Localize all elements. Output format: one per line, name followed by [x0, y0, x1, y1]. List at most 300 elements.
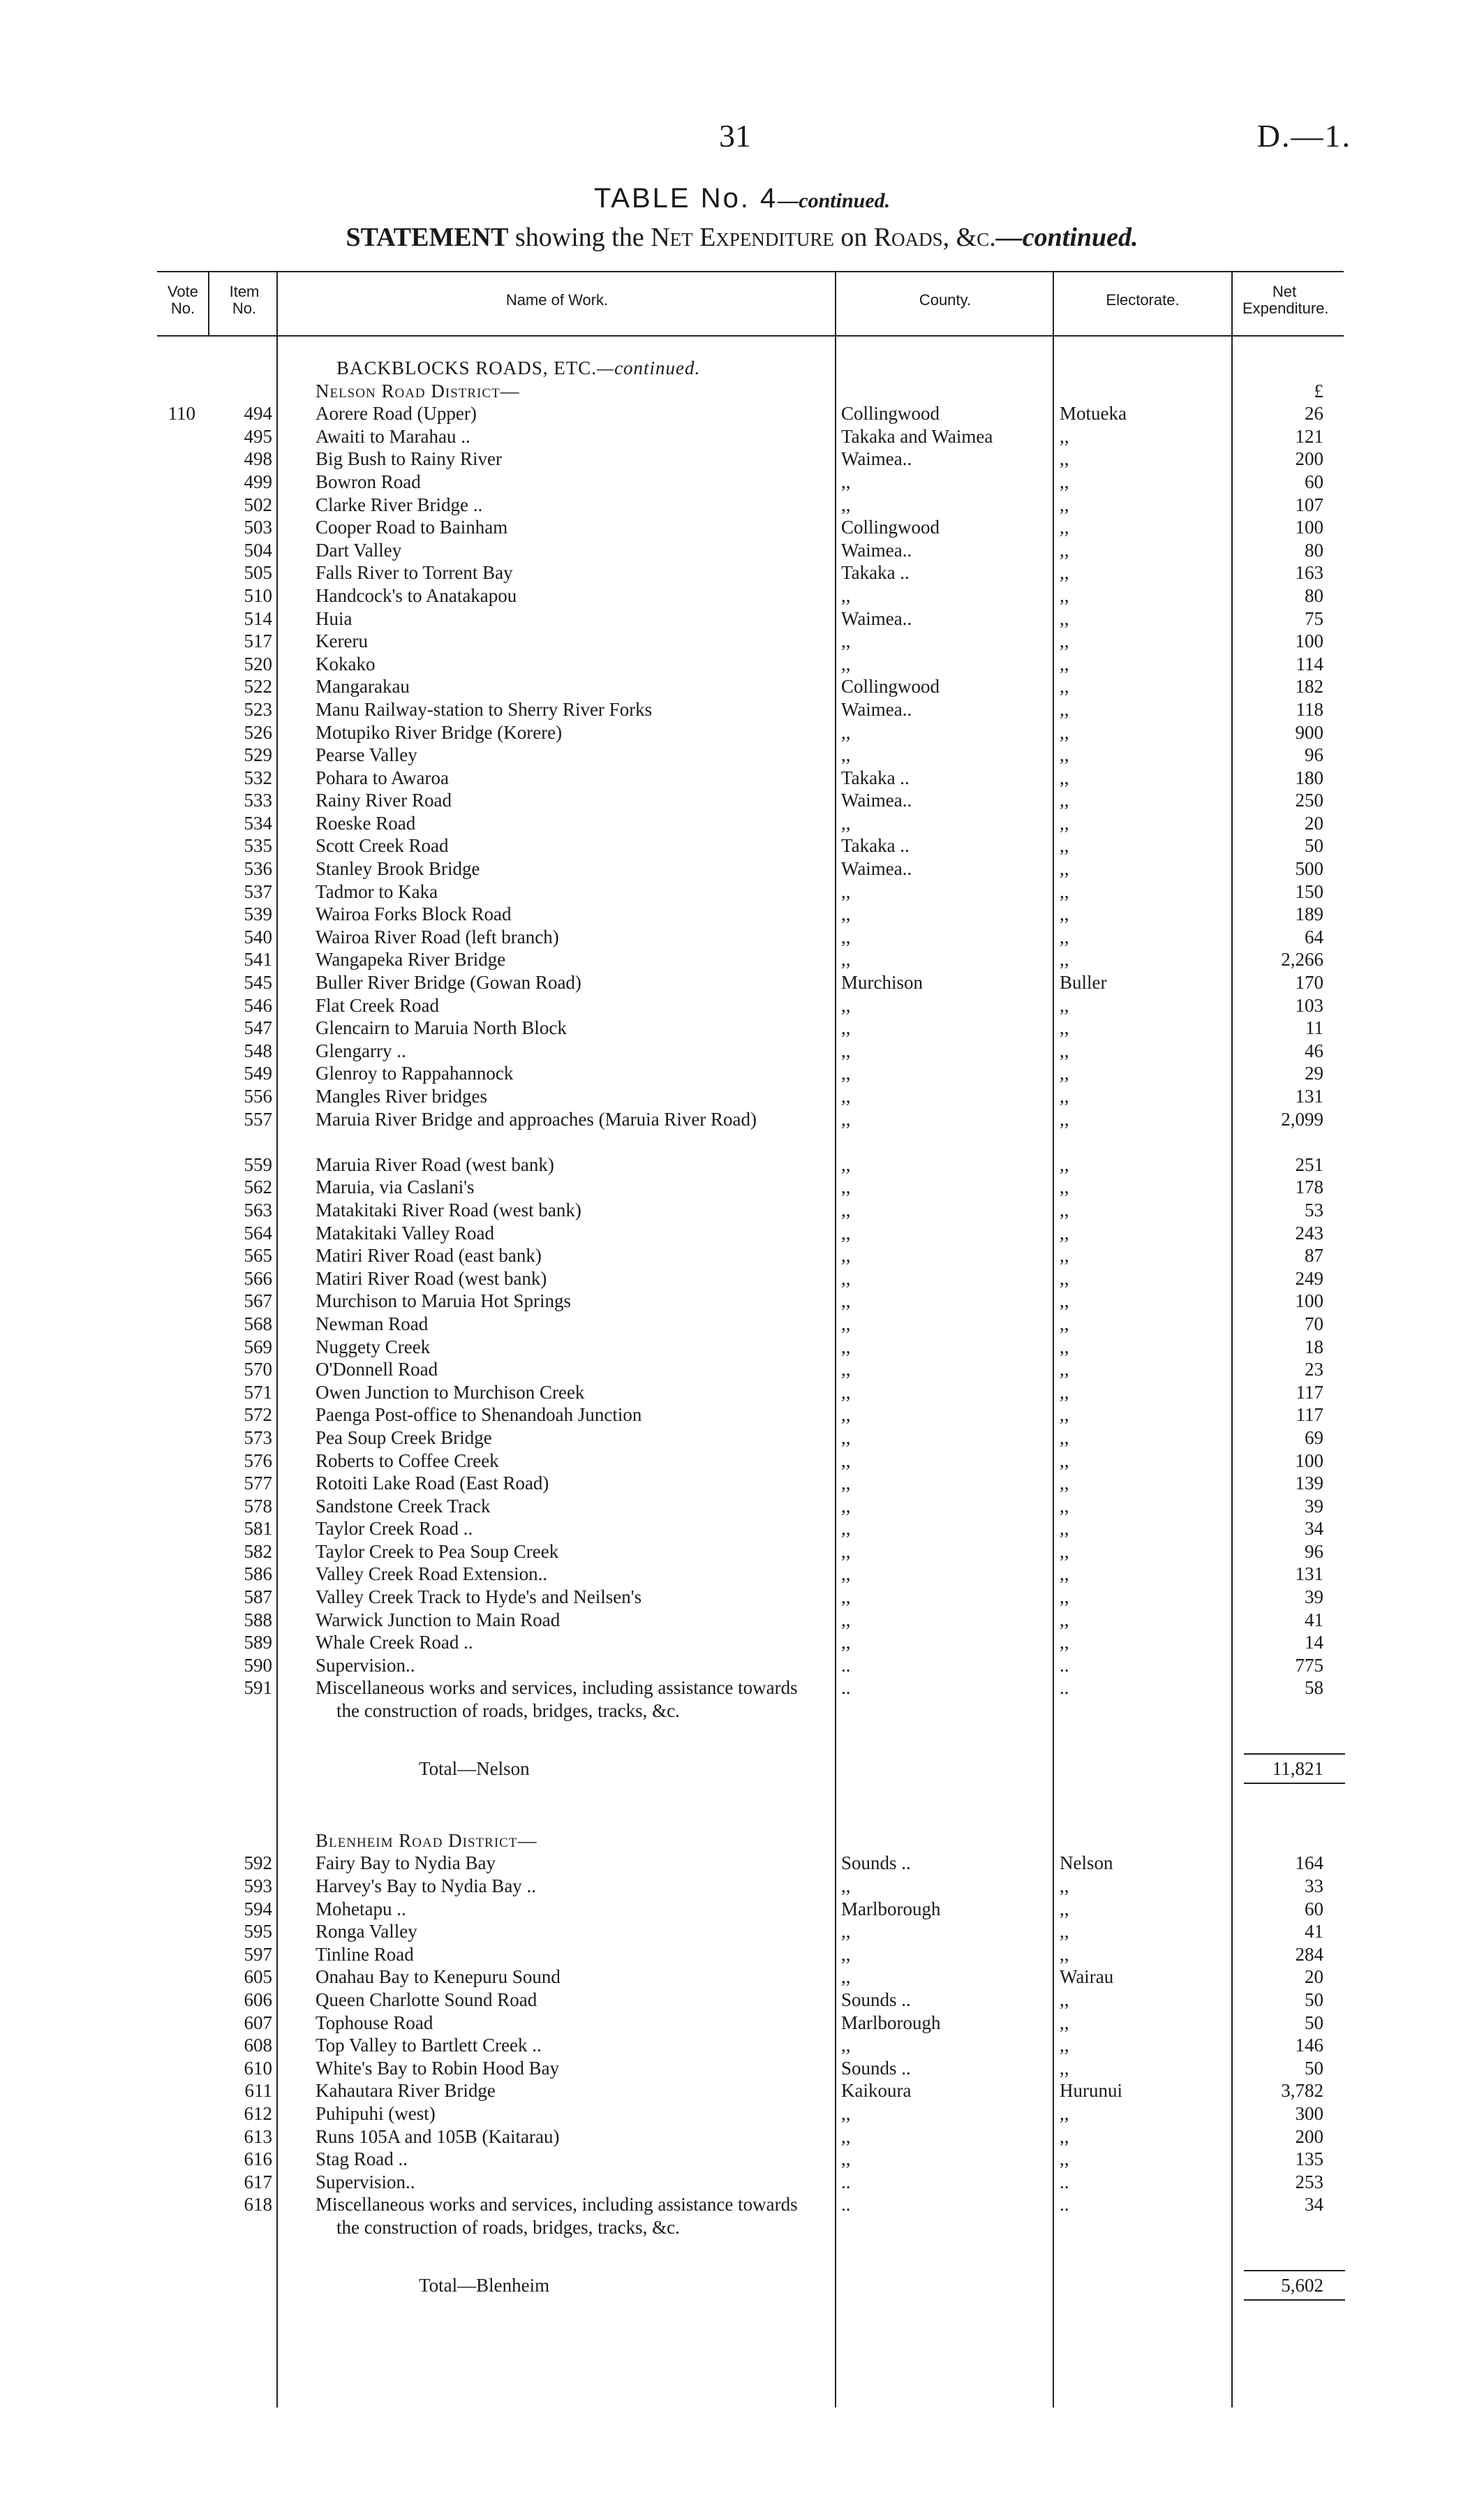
item-number: 545 [244, 972, 272, 994]
net-expenditure: 131 [1295, 1086, 1323, 1107]
net-expenditure: 20 [1305, 812, 1323, 834]
county-name: ,, [841, 1313, 851, 1334]
work-name: Huia [316, 607, 353, 629]
item-number: 605 [244, 1966, 272, 1988]
work-name: Rotoiti Lake Road (East Road) [316, 1473, 549, 1494]
work-name: Buller River Bridge (Gowan Road) [316, 972, 581, 994]
total-rule-bottom [1244, 2299, 1345, 2301]
county-name: Marlborough [841, 2012, 941, 2033]
item-number: 587 [244, 1586, 272, 1608]
net-expenditure: 20 [1305, 1966, 1323, 1988]
item-number: 586 [244, 1563, 272, 1585]
electorate-name: ,, [1060, 858, 1069, 880]
net-expenditure: 775 [1295, 1654, 1323, 1676]
net-expenditure: 23 [1305, 1359, 1323, 1380]
item-number: 606 [244, 1989, 272, 2010]
county-name: ,, [841, 1563, 851, 1585]
item-number: 517 [244, 630, 272, 652]
net-expenditure: 41 [1305, 1609, 1323, 1630]
table-row [0, 1153, 1484, 1177]
net-expenditure: 53 [1305, 1199, 1323, 1220]
electorate-name: ,, [1060, 1495, 1069, 1517]
electorate-name: ,, [1060, 494, 1069, 515]
item-number: 566 [244, 1267, 272, 1289]
electorate-name: ,, [1060, 2057, 1069, 2079]
item-number: 532 [244, 767, 272, 788]
total-value: 11,821 [1272, 1758, 1323, 1780]
item-number: 568 [244, 1313, 272, 1334]
item-number: 494 [244, 403, 272, 425]
county-name: ,, [841, 1518, 851, 1540]
county-name: ,, [841, 1153, 851, 1175]
electorate-name: ,, [1060, 1426, 1069, 1448]
county-name: ,, [841, 2125, 851, 2147]
work-name: Supervision.. [316, 1654, 415, 1676]
work-name: Valley Creek Road Extension.. [316, 1563, 548, 1585]
table-row [0, 1290, 1484, 1313]
col-header-vote: Vote No. [167, 283, 199, 317]
work-name: White's Bay to Robin Hood Bay [316, 2057, 560, 2079]
table-row [0, 1631, 1484, 1654]
electorate-name: Buller [1060, 972, 1107, 994]
net-expenditure: 2,099 [1281, 1108, 1323, 1130]
net-expenditure: 100 [1295, 1450, 1323, 1471]
electorate-name: ,, [1060, 1153, 1069, 1175]
county-name: Waimea.. [841, 448, 912, 470]
work-name: Top Valley to Bartlett Creek .. [316, 2035, 542, 2056]
county-name: ,, [841, 584, 851, 606]
table-row [0, 2102, 1484, 2125]
county-name: ,, [841, 1473, 851, 1494]
county-name: ,, [841, 2148, 851, 2170]
table-row [0, 1563, 1484, 1586]
electorate-name: ,, [1060, 1359, 1069, 1380]
table-row [0, 1426, 1484, 1450]
work-name: Warwick Junction to Main Road [316, 1609, 561, 1630]
electorate-name: ,, [1060, 2102, 1069, 2124]
county-name: ,, [841, 1199, 851, 1220]
table-row [0, 1586, 1484, 1609]
section-heading [0, 357, 1484, 380]
item-number: 536 [244, 858, 272, 880]
work-name: Aorere Road (Upper) [316, 403, 477, 425]
item-number: 597 [244, 1943, 272, 1965]
work-name: Clarke River Bridge .. [316, 494, 483, 515]
table-row [0, 926, 1484, 949]
net-expenditure: 26 [1305, 403, 1323, 425]
item-number: 608 [244, 2035, 272, 2056]
work-name: Wairoa River Road (left branch) [316, 926, 559, 947]
table-row [0, 857, 1484, 880]
county-name: ,, [841, 1609, 851, 1630]
county-name: Waimea.. [841, 858, 912, 880]
table-row [0, 448, 1484, 471]
table-row [0, 1898, 1484, 1921]
table-row [0, 880, 1484, 904]
item-number: 607 [244, 2012, 272, 2033]
work-name: Falls River to Torrent Bay [316, 562, 513, 584]
table-row [0, 1495, 1484, 1518]
total-row [0, 1757, 1484, 1780]
net-expenditure: 182 [1295, 676, 1323, 698]
net-expenditure: 146 [1295, 2035, 1323, 2056]
item-number: 557 [244, 1108, 272, 1130]
document-reference: D.—1. [1256, 118, 1351, 154]
work-name: Queen Charlotte Sound Road [316, 1989, 537, 2010]
work-name: Pea Soup Creek Bridge [316, 1426, 492, 1448]
col-header-expenditure: Net Expenditure. [1242, 283, 1329, 317]
county-name: Takaka .. [841, 562, 910, 584]
county-name: ,, [841, 1943, 851, 1965]
item-number: 591 [244, 1677, 272, 1699]
item-number: 613 [244, 2125, 272, 2147]
item-number: 578 [244, 1495, 272, 1517]
work-name: Tadmor to Kaka [316, 880, 438, 902]
work-name: Taylor Creek to Pea Soup Creek [316, 1540, 559, 1562]
work-name: O'Donnell Road [316, 1359, 438, 1380]
county-name: ,, [841, 1450, 851, 1471]
net-expenditure: 50 [1305, 1989, 1323, 2010]
electorate-name: Motueka [1060, 403, 1127, 425]
county-name: Waimea.. [841, 539, 912, 561]
net-expenditure: 135 [1295, 2148, 1323, 2170]
county-name: ,, [841, 1267, 851, 1289]
item-number: 556 [244, 1086, 272, 1107]
net-expenditure: 70 [1305, 1313, 1323, 1334]
county-name: Collingwood [841, 403, 940, 425]
table-row [0, 1989, 1484, 2012]
electorate-name: ,, [1060, 1989, 1069, 2010]
county-name: .. [841, 2171, 851, 2192]
work-name: Onahau Bay to Kenepuru Sound [316, 1966, 561, 1988]
work-name: Sandstone Creek Track [316, 1495, 491, 1517]
net-expenditure: 11 [1305, 1017, 1323, 1039]
electorate-name: ,, [1060, 448, 1069, 470]
item-number: 549 [244, 1063, 272, 1084]
county-name: ,, [841, 880, 851, 902]
col-header-item: Item No. [229, 283, 260, 317]
item-number: 610 [244, 2057, 272, 2079]
net-expenditure: 2,266 [1281, 949, 1323, 971]
work-name: Roberts to Coffee Creek [316, 1450, 499, 1471]
electorate-name: ,, [1060, 1245, 1069, 1267]
electorate-name: ,, [1060, 1586, 1069, 1608]
net-expenditure: 163 [1295, 562, 1323, 584]
item-number: 564 [244, 1222, 272, 1244]
net-expenditure: 46 [1305, 1040, 1323, 1061]
net-expenditure: 33 [1305, 1875, 1323, 1897]
county-name: ,, [841, 1540, 851, 1562]
work-name: Owen Junction to Murchison Creek [316, 1381, 585, 1403]
electorate-name: ,, [1060, 1473, 1069, 1494]
electorate-name: ,, [1060, 994, 1069, 1016]
electorate-name: ,, [1060, 584, 1069, 606]
county-name: ,, [841, 1426, 851, 1448]
electorate-name: ,, [1060, 835, 1069, 857]
electorate-name: ,, [1060, 1313, 1069, 1334]
county-name: ,, [841, 1017, 851, 1039]
table-row [0, 1654, 1484, 1677]
work-name: Tinline Road [316, 1943, 414, 1965]
net-expenditure: 284 [1295, 1943, 1323, 1965]
district-heading [0, 1829, 1484, 1852]
item-number: 539 [244, 904, 272, 925]
county-name: ,, [841, 994, 851, 1016]
county-name: Waimea.. [841, 698, 912, 720]
electorate-name: ,, [1060, 1017, 1069, 1039]
item-number: 611 [244, 2080, 272, 2102]
statement-word: STATEMENT [346, 223, 509, 252]
net-expenditure: 117 [1296, 1381, 1323, 1403]
county-name: ,, [841, 653, 851, 674]
net-expenditure: 150 [1295, 880, 1323, 902]
net-expenditure: 58 [1305, 1677, 1323, 1699]
work-name: Maruia, via Caslani's [316, 1177, 475, 1198]
county-name: Sounds .. [841, 1989, 911, 2010]
table-row [0, 630, 1484, 653]
table-row [0, 607, 1484, 630]
table-row [0, 2125, 1484, 2148]
county-name: ,, [841, 744, 851, 766]
item-number: 504 [244, 539, 272, 561]
net-expenditure: 170 [1295, 972, 1323, 994]
net-expenditure: 131 [1295, 1563, 1323, 1585]
county-name: Collingwood [841, 517, 940, 538]
item-number: 514 [244, 607, 272, 629]
table-row [0, 1920, 1484, 1943]
county-name: Waimea.. [841, 790, 912, 811]
net-expenditure: 41 [1305, 1921, 1323, 1942]
district-name: Nelson Road District— [316, 380, 520, 401]
item-number: 589 [244, 1632, 272, 1653]
col-header-work: Name of Work. [505, 291, 609, 309]
electorate-name: .. [1060, 1654, 1069, 1676]
work-name: Matakitaki Valley Road [316, 1222, 494, 1244]
item-number: 523 [244, 698, 272, 720]
county-name: ,, [841, 904, 851, 925]
work-name: Awaiti to Marahau .. [316, 425, 470, 447]
net-expenditure: 39 [1305, 1495, 1323, 1517]
item-number: 505 [244, 562, 272, 584]
item-number: 534 [244, 812, 272, 834]
net-expenditure: 117 [1296, 1404, 1323, 1426]
item-number: 573 [244, 1426, 272, 1448]
net-expenditure: 39 [1305, 1586, 1323, 1608]
table-row [0, 2148, 1484, 2171]
table-row [0, 2057, 1484, 2080]
county-name: ,, [841, 1086, 851, 1107]
net-expenditure: 900 [1295, 721, 1323, 743]
work-name: Cooper Road to Bainham [316, 517, 508, 538]
table-row [0, 903, 1484, 926]
table-row [0, 1062, 1484, 1085]
work-name: Bowron Road [316, 471, 421, 492]
electorate-name: ,, [1060, 630, 1069, 652]
electorate-name: ,, [1060, 904, 1069, 925]
county-name: ,, [841, 1921, 851, 1942]
net-expenditure: 200 [1295, 2125, 1323, 2147]
electorate-name: ,, [1060, 1336, 1069, 1357]
county-name: ,, [841, 1222, 851, 1244]
county-name: ,, [841, 1966, 851, 1988]
electorate-name: ,, [1060, 1404, 1069, 1426]
county-name: ,, [841, 1359, 851, 1380]
county-name: Marlborough [841, 1898, 941, 1919]
net-expenditure: 100 [1295, 517, 1323, 538]
electorate-name: ,, [1060, 698, 1069, 720]
electorate-name: ,, [1060, 926, 1069, 947]
rule-header-bottom [157, 335, 1344, 337]
county-name: ,, [841, 812, 851, 834]
county-name: ,, [841, 1875, 851, 1897]
row-spacer [0, 2262, 1484, 2274]
table-row [0, 1336, 1484, 1359]
item-number: 563 [244, 1199, 272, 1220]
item-number: 594 [244, 1898, 272, 1919]
table-row [0, 1517, 1484, 1540]
electorate-name: ,, [1060, 880, 1069, 902]
work-name: Pearse Valley [316, 744, 417, 766]
county-name: ,, [841, 1177, 851, 1198]
net-expenditure: 251 [1295, 1153, 1323, 1175]
net-expenditure: 118 [1296, 698, 1323, 720]
row-spacer [0, 1780, 1484, 1829]
item-number: 502 [244, 494, 272, 515]
electorate-name: ,, [1060, 1381, 1069, 1403]
county-name: ,, [841, 2035, 851, 2056]
table-row [0, 494, 1484, 517]
county-name: ,, [841, 949, 851, 971]
electorate-name: ,, [1060, 1108, 1069, 1130]
net-expenditure: 249 [1295, 1267, 1323, 1289]
table-row [0, 516, 1484, 539]
item-number: 576 [244, 1450, 272, 1471]
table-row [0, 767, 1484, 790]
electorate-name: ,, [1060, 653, 1069, 674]
electorate-name: ,, [1060, 1898, 1069, 1919]
electorate-name: ,, [1060, 1177, 1069, 1198]
item-number: 612 [244, 2102, 272, 2124]
statement-mid: showing the [508, 223, 651, 252]
item-number: 592 [244, 1852, 272, 1874]
county-name: Murchison [841, 972, 923, 994]
electorate-name: ,, [1060, 517, 1069, 538]
net-expenditure: 80 [1305, 584, 1323, 606]
table-row [0, 1244, 1484, 1267]
item-number: 540 [244, 926, 272, 947]
item-number: 559 [244, 1153, 272, 1175]
work-name: Maruia River Bridge and approaches (Maruia River Road) [316, 1108, 757, 1130]
work-name: Manu Railway-station to Sherry River Forks [316, 698, 653, 720]
county-name: ,, [841, 926, 851, 947]
item-number: 548 [244, 1040, 272, 1061]
electorate-name: .. [1060, 1677, 1069, 1699]
work-name: Tophouse Road [316, 2012, 433, 2033]
work-name: Mangles River bridges [316, 1086, 487, 1107]
work-name: Kokako [316, 653, 376, 674]
item-number: 533 [244, 790, 272, 811]
work-name: Glengarry .. [316, 1040, 406, 1061]
county-name: ,, [841, 1108, 851, 1130]
county-name: ,, [841, 2102, 851, 2124]
county-name: ,, [841, 1632, 851, 1653]
work-name: Scott Creek Road [316, 835, 449, 857]
table-row [0, 1472, 1484, 1495]
electorate-name: ,, [1060, 2125, 1069, 2147]
electorate-name: ,, [1060, 1267, 1069, 1289]
item-number: 562 [244, 1177, 272, 1198]
electorate-name: ,, [1060, 1040, 1069, 1061]
net-expenditure: 50 [1305, 2012, 1323, 2033]
heading-text: BACKBLOCKS ROADS, ETC. [336, 357, 598, 378]
work-name: Whale Creek Road .. [316, 1632, 473, 1653]
net-expenditure: 34 [1305, 1518, 1323, 1540]
county-name: Takaka .. [841, 767, 910, 788]
item-number: 541 [244, 949, 272, 971]
currency-symbol: £ [1314, 380, 1323, 401]
table-row [0, 425, 1484, 448]
table-row [0, 1381, 1484, 1404]
work-name: Kahautara River Bridge [316, 2080, 496, 2102]
electorate-name: ,, [1060, 1921, 1069, 1942]
table-row [0, 721, 1484, 744]
electorate-name: ,, [1060, 1540, 1069, 1562]
work-name: Handcock's to Anatakapou [316, 584, 517, 606]
net-expenditure: 114 [1296, 653, 1323, 674]
electorate-name: ,, [1060, 562, 1069, 584]
county-name: ,, [841, 1290, 851, 1312]
table-row [0, 561, 1484, 584]
county-name: .. [841, 1654, 851, 1676]
work-name: Matakitaki River Road (west bank) [316, 1199, 581, 1220]
net-expenditure: 107 [1295, 494, 1323, 515]
electorate-name: ,, [1060, 1943, 1069, 1965]
item-number: 593 [244, 1875, 272, 1897]
item-number: 495 [244, 425, 272, 447]
county-name: ,, [841, 471, 851, 492]
work-name: Paenga Post-office to Shenandoah Junction [316, 1404, 642, 1426]
table-row [0, 1313, 1484, 1336]
electorate-name: ,, [1060, 2012, 1069, 2033]
item-number: 582 [244, 1540, 272, 1562]
statement-title [0, 222, 1484, 253]
electorate-name: Nelson [1060, 1852, 1113, 1874]
electorate-name: Wairau [1060, 1966, 1114, 1988]
net-expenditure: 121 [1295, 425, 1323, 447]
table-title-continued: —continued. [778, 189, 891, 212]
work-name: Runs 105A and 105B (Kaitarau) [316, 2125, 560, 2147]
work-name: Supervision.. [316, 2171, 415, 2192]
table-row [0, 1609, 1484, 1632]
electorate-name: ,, [1060, 1609, 1069, 1630]
page-number: 31 [719, 118, 751, 154]
item-number: 617 [244, 2171, 272, 2192]
item-number: 577 [244, 1473, 272, 1494]
work-name: Pohara to Awaroa [316, 767, 449, 788]
heading-continued: —continued. [597, 357, 701, 378]
table-row [0, 1676, 1484, 1745]
county-name: ,, [841, 1063, 851, 1084]
work-name: Stanley Brook Bridge [316, 858, 480, 880]
table-row [0, 1965, 1484, 1989]
item-number: 503 [244, 517, 272, 538]
electorate-name: ,, [1060, 1086, 1069, 1107]
item-number: 581 [244, 1518, 272, 1540]
net-expenditure: 253 [1295, 2171, 1323, 2192]
work-name: Motupiko River Bridge (Korere) [316, 721, 563, 743]
work-name: Mohetapu .. [316, 1898, 406, 1919]
work-name: Roeske Road [316, 812, 416, 834]
